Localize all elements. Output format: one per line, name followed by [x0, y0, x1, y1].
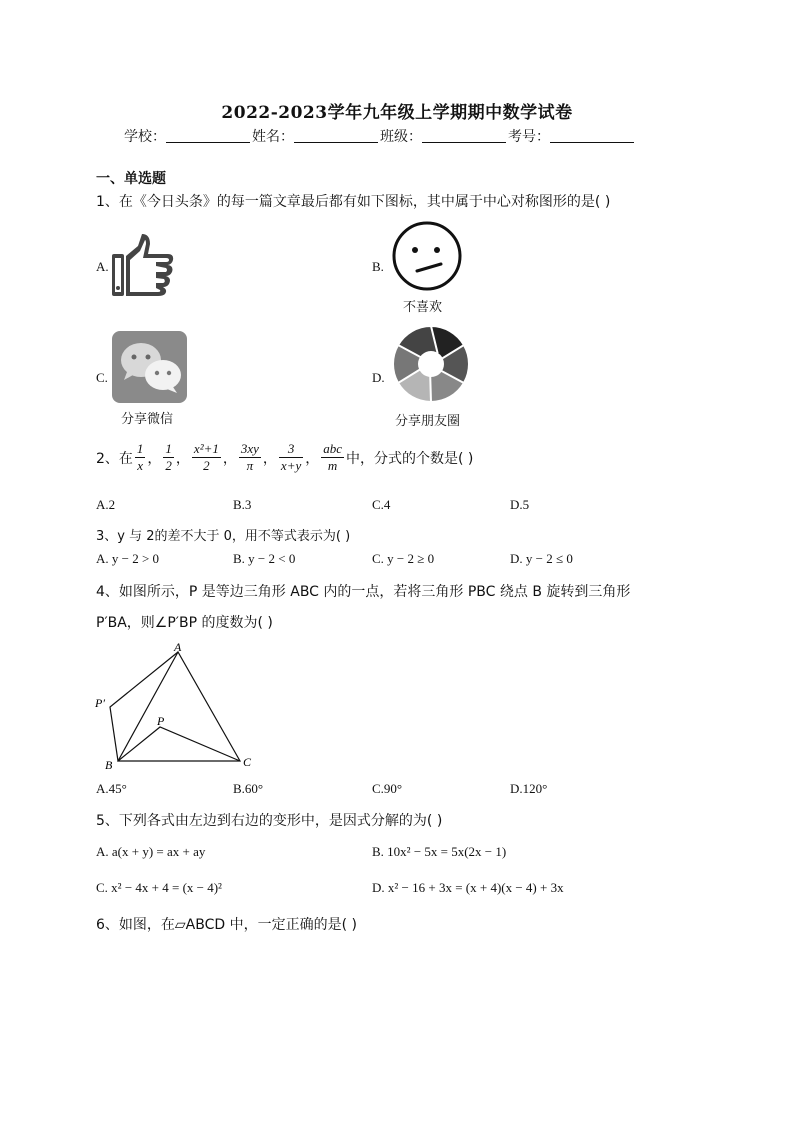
name-blank — [294, 129, 378, 143]
exam-no-blank — [550, 129, 634, 143]
q4-option-d: D.120° — [510, 781, 548, 796]
question-3-text: 3、y 与 2的差不大于 0，用不等式表示为( ) — [96, 529, 351, 544]
q2-prefix: 2、在 — [96, 450, 133, 467]
question-4-line-1: 4、如图所示，P 是等边三角形 ABC 内的一点，若将三角形 PBC 绕点 B 旋转到三角形 — [96, 584, 631, 600]
aperture-center — [418, 351, 444, 377]
section-heading: 一、单选题 — [96, 171, 166, 187]
triangle-rotation-figure — [92, 640, 267, 775]
q3-option-c: C. y − 2 ≥ 0 — [372, 551, 435, 566]
q3-option-a: A. y − 2 > 0 — [96, 551, 160, 566]
q2-option-d: D.5 — [510, 497, 530, 512]
question-5-text: 5、下列各式由左边到右边的变形中，是因式分解的为( ) — [96, 813, 443, 829]
q3-option-d: D. y − 2 ≤ 0 — [510, 551, 573, 566]
q2-option-c: C.4 — [372, 497, 391, 512]
q2-frac-2: $\frac{1}{2}$ — [165, 441, 172, 473]
q5-option-c: C. x² − 4x + 4 = (x − 4)² — [96, 880, 222, 895]
moments-aperture-icon — [389, 323, 473, 405]
triangle-p1-ba — [110, 652, 178, 761]
class-blank — [422, 129, 506, 143]
label-b: B — [105, 758, 113, 772]
q2-frac-6: $\frac{\text{abc}}{m}$ — [323, 441, 343, 473]
q5-option-b: B. 10x² − 5x = 5x(2x − 1) — [372, 844, 507, 859]
exam-title: 2022-2023学年九年级上学期期中数学试卷 — [221, 103, 573, 123]
wechat-share-icon — [111, 330, 188, 404]
q1-option-c-label: C. — [96, 370, 108, 385]
thumbs-up-icon — [108, 232, 178, 300]
wechat-caption: 分享微信 — [121, 412, 174, 427]
q4-option-a: A.45° — [96, 781, 127, 796]
question-4-line-2: P′BA，则∠P′BP 的度数为( ) — [96, 615, 273, 631]
q5-option-a: A. a(x + y) = ax + ay — [96, 844, 206, 859]
q4-option-b: B.60° — [233, 781, 264, 796]
q2-frac-4: $\frac{3xy}{\pi}$ — [240, 441, 259, 473]
student-info-line — [124, 126, 636, 146]
question-2-text: 2、在 $\frac{1}{x}$ ， $\frac{1}{2}$ ， $\frac{\text{x²+1}}{2}$ ， $\frac{3xy}{\pi}$ ， $\frac{3}{x+y}$ ， $\frac{\text{abc}}{m}$ 中，分式的个数是( ) — [96, 441, 474, 473]
q2-frac-1: $\frac{1}{x}$ — [136, 441, 144, 473]
moments-caption: 分享朋友圈 — [395, 414, 461, 429]
q5-option-d: D. x² − 16 + 3x = (x + 4)(x − 4) + 3x — [372, 880, 564, 895]
q1-option-d-label: D. — [372, 370, 385, 385]
q2-suffix: 中，分式的个数是( ) — [346, 450, 474, 467]
q3-option-b: B. y − 2 < 0 — [233, 551, 296, 566]
exam-no-label: 考号： — [508, 129, 550, 145]
triangle-abc — [118, 652, 240, 761]
q2-option-a: A.2 — [96, 497, 116, 512]
label-p: P — [157, 714, 165, 728]
name-label: 姓名： — [252, 129, 294, 145]
dislike-face-icon — [389, 220, 465, 292]
label-a: A — [174, 640, 182, 654]
q2-frac-5: $\frac{3}{x+y}$ — [280, 441, 302, 473]
label-c: C — [243, 755, 252, 769]
question-6-text: 6、如图，在▱ABCD 中，一定正确的是( ) — [96, 917, 357, 933]
school-label: 学校： — [124, 129, 166, 145]
triangle-pbc — [118, 727, 240, 761]
school-blank — [166, 129, 250, 143]
q2-option-b: B.3 — [233, 497, 252, 512]
q1-option-a-label: A. — [96, 259, 109, 274]
label-p-prime: P′ — [95, 696, 105, 710]
class-label: 班级： — [380, 129, 422, 145]
question-1-text: 1、在《今日头条》的每一篇文章最后都有如下图标，其中属于中心对称图形的是( ) — [96, 194, 611, 210]
q4-option-c: C.90° — [372, 781, 403, 796]
dislike-caption: 不喜欢 — [403, 300, 443, 315]
q2-frac-3: $\frac{\text{x²+1}}{2}$ — [193, 441, 219, 473]
q1-option-b-label: B. — [372, 259, 384, 274]
